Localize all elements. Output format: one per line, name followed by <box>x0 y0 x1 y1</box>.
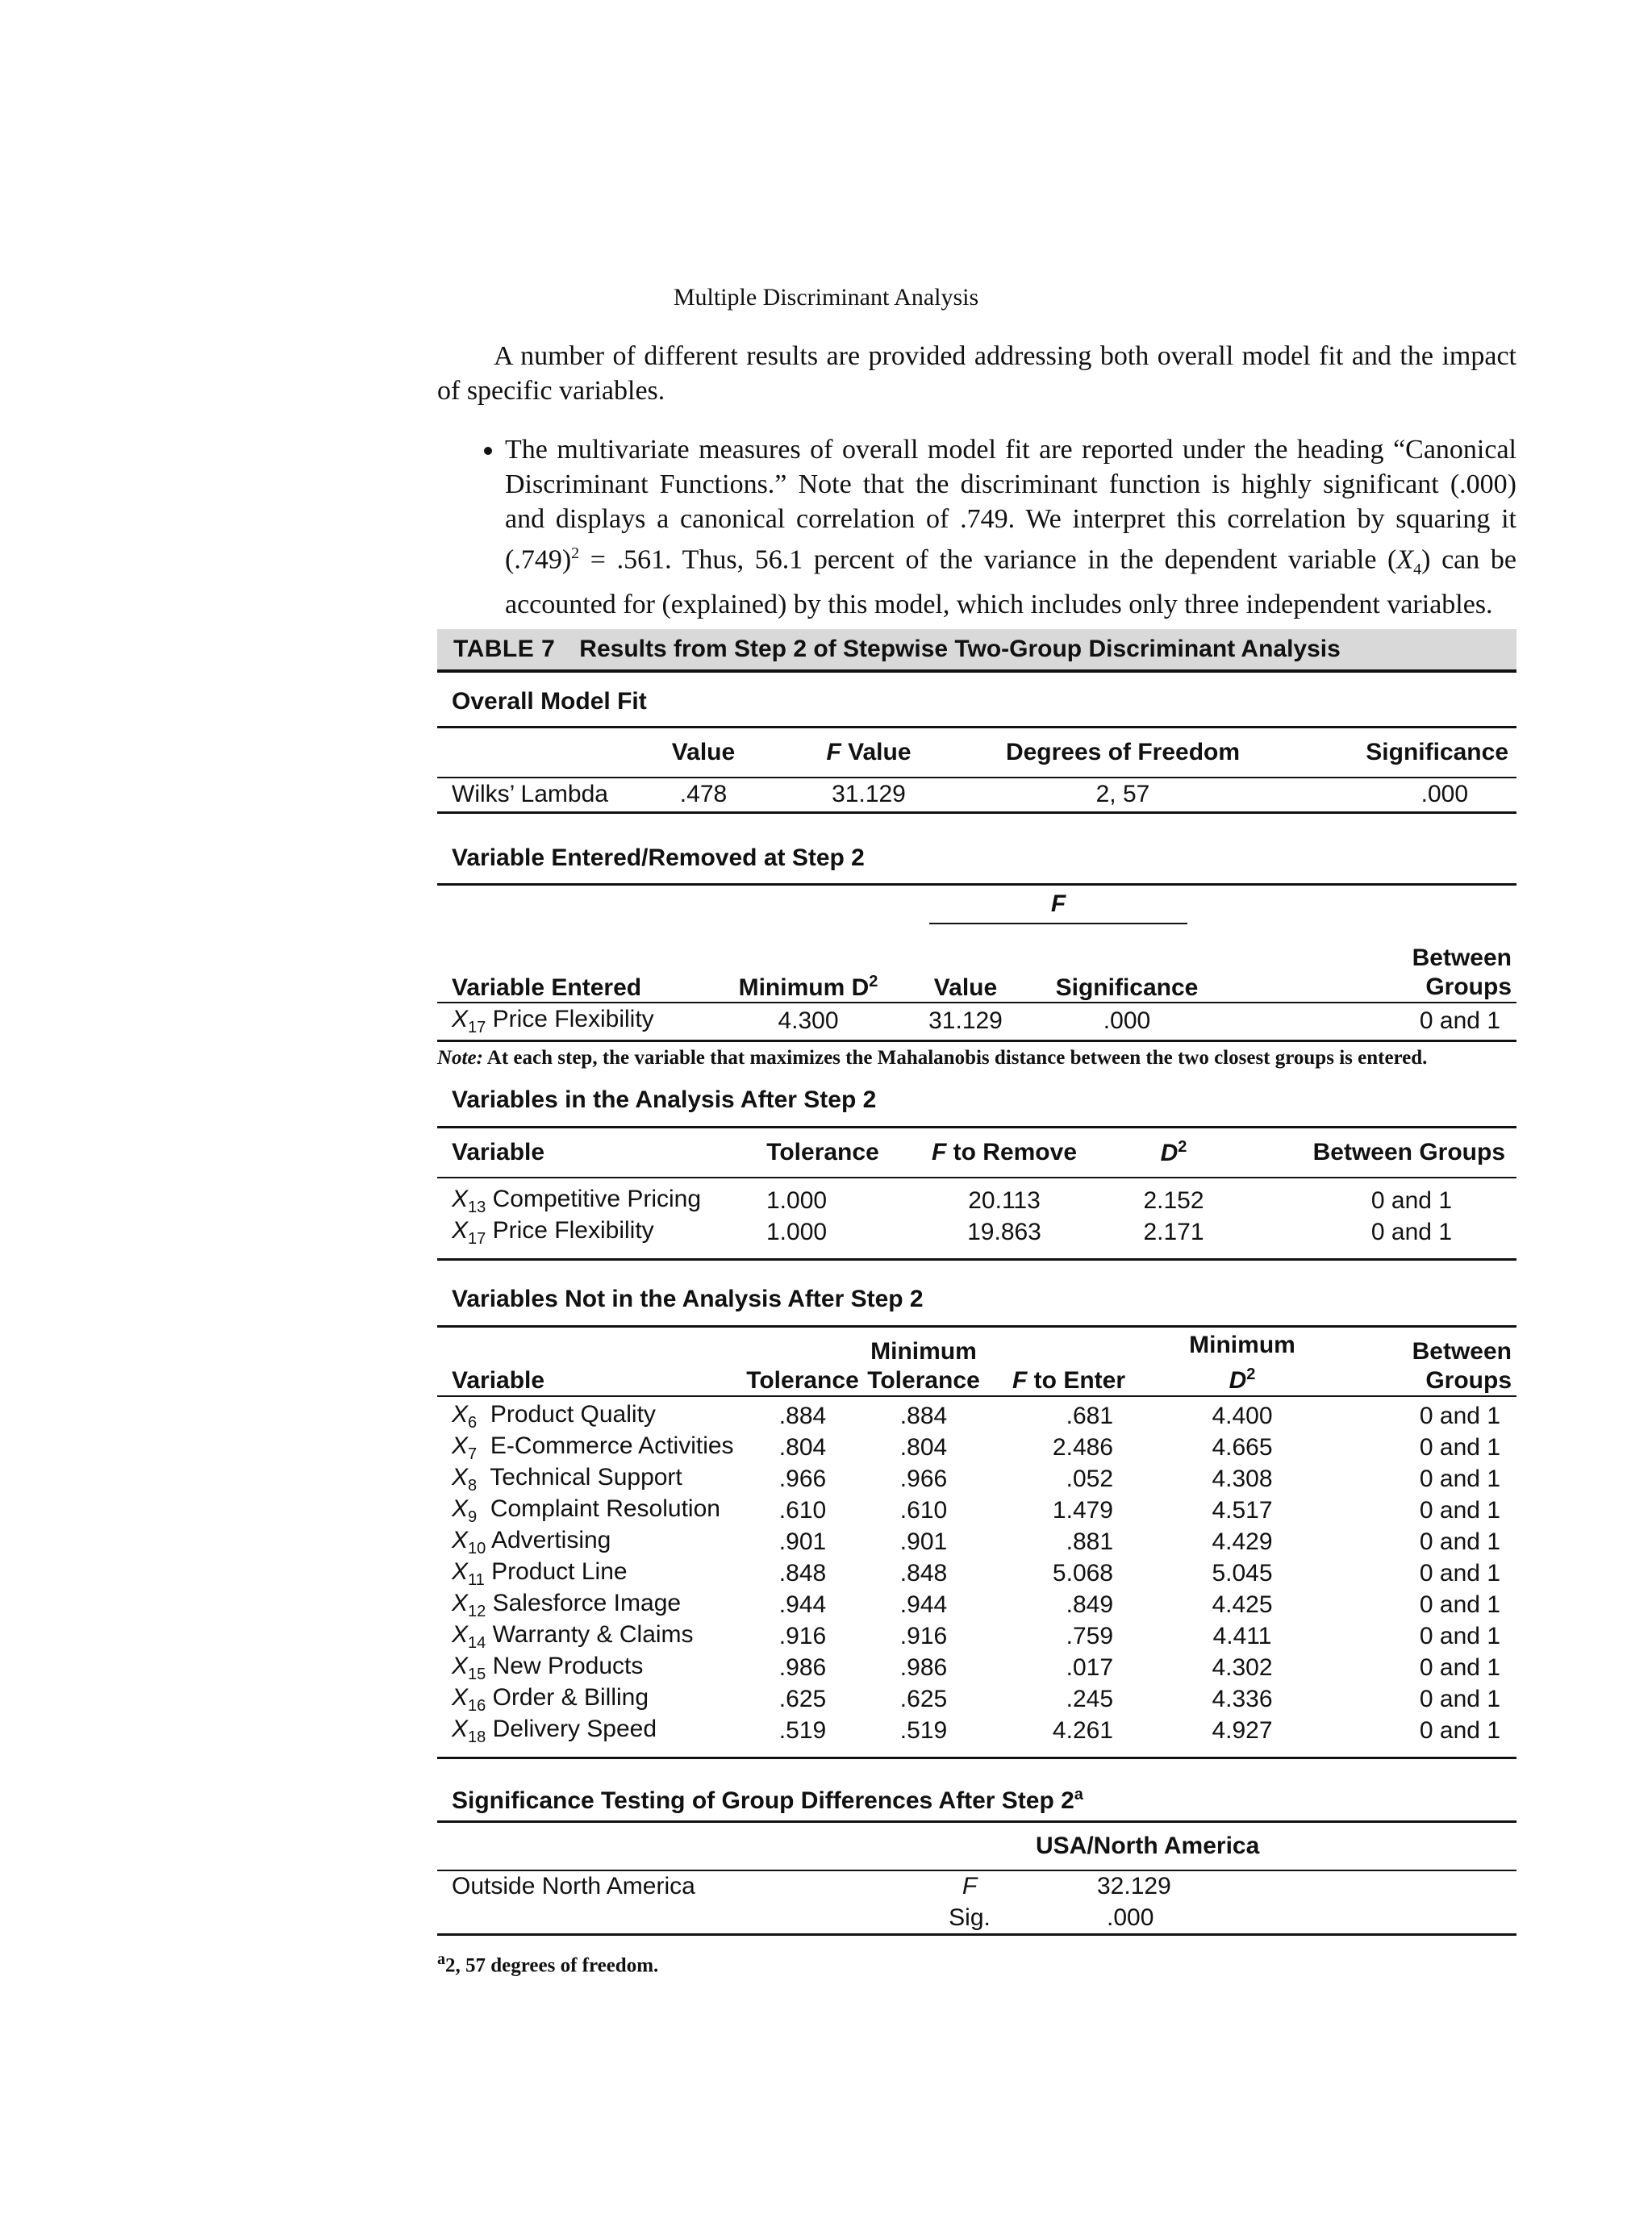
header-sig: Significance <box>1366 738 1508 765</box>
table-row <box>437 1653 1516 1684</box>
cell-min-d2: 4.429 <box>1212 1528 1273 1555</box>
cell-tolerance: 1.000 <box>766 1219 828 1245</box>
cell-variable: $X_8$ Technical Support <box>452 1463 682 1495</box>
cell-sig: .000 <box>1103 1007 1151 1035</box>
cell-variable: $X_6$ Product Quality <box>452 1400 656 1432</box>
cell-between: 0 and 1 <box>1419 1497 1500 1524</box>
table-row <box>437 1558 1516 1590</box>
cell-f-enter: .017 <box>1066 1654 1113 1681</box>
table-note: Note: At each step, the variable that maximizes the Mahalanobis distance between the two closest groups is entered. <box>437 1047 1428 1069</box>
table-number: TABLE 7 <box>453 636 556 662</box>
table-row <box>437 1464 1516 1495</box>
cell-between: 0 and 1 <box>1419 1403 1500 1429</box>
cell-between: 0 and 1 <box>1419 1623 1500 1649</box>
header-f-value: F Value <box>826 738 912 765</box>
row-label: Wilks’ Lambda <box>452 781 608 808</box>
sig-label: Sig. <box>949 1904 991 1931</box>
cell-tolerance: .986 <box>778 1654 827 1681</box>
cell-tolerance: .966 <box>778 1466 827 1492</box>
cell-between: 0 and 1 <box>1370 1187 1452 1214</box>
cell-min-tolerance: .848 <box>899 1560 948 1587</box>
cell-d2: 2.171 <box>1143 1219 1204 1245</box>
cell-tolerance: .804 <box>778 1434 827 1461</box>
cell-min-tolerance: .966 <box>899 1466 948 1492</box>
cell-min-d2: 4.665 <box>1212 1434 1273 1461</box>
cell-variable: $X_{14}$ Warranty & Claims <box>452 1620 694 1652</box>
table-row <box>437 1186 1516 1217</box>
cell-min-d2: 5.045 <box>1212 1560 1273 1587</box>
header-f-enter: F to Enter <box>1012 1366 1125 1394</box>
cell-f-enter: 4.261 <box>1052 1717 1113 1744</box>
cell-tolerance: 1.000 <box>766 1187 828 1214</box>
cell-min-d2: 4.302 <box>1212 1654 1273 1681</box>
bullet-text-2: = .561. Thus, 56.1 percent of the variance in the dependent variable ( <box>579 544 1397 575</box>
f-value: 32.129 <box>1097 1873 1171 1899</box>
table-row <box>437 1716 1516 1747</box>
cell-between: 0 and 1 <box>1419 1717 1500 1744</box>
cell-min-tolerance: .804 <box>899 1434 948 1461</box>
cell-variable: $X_{12}$ Salesforce Image <box>452 1589 682 1620</box>
header-df: Degrees of Freedom <box>1005 738 1241 765</box>
cell-tolerance: .848 <box>778 1560 827 1587</box>
table-row <box>437 1495 1516 1527</box>
cell-min-tolerance: .610 <box>899 1497 948 1524</box>
bullet-text-3: ) can be accounted for (explained) by this model, which includes only three independent variables. <box>505 544 1516 620</box>
bullet-exponent: 2 <box>571 544 580 562</box>
cell-d2: 2.152 <box>1143 1187 1204 1214</box>
cell-between: 0 and 1 <box>1419 1560 1500 1587</box>
cell-min-d2: 4.425 <box>1212 1591 1273 1618</box>
table-7 <box>437 629 1516 1977</box>
cell-variable: $X_{11}$ Product Line <box>452 1557 628 1589</box>
overall-fit-title: Overall Model Fit <box>452 688 647 715</box>
not-in-analysis-body <box>437 1396 1516 1758</box>
group-diff-body <box>437 1870 1516 1935</box>
table-row <box>437 1684 1516 1716</box>
header-min-d2: Minimum $D^2$ <box>738 972 878 1001</box>
cell-tolerance: .916 <box>778 1623 827 1649</box>
cell-min-d2: 4.300 <box>778 1007 839 1035</box>
header-between-groups: Between Groups <box>1412 1337 1512 1394</box>
cell-variable: $X_7$ E-Commerce Activities <box>452 1432 734 1463</box>
cell-between: 0 and 1 <box>1419 1007 1500 1035</box>
cell-between: 0 and 1 <box>1419 1654 1500 1681</box>
cell-f-enter: 5.068 <box>1052 1560 1113 1587</box>
cell-between: 0 and 1 <box>1419 1434 1500 1461</box>
entered-title: Variable Entered/Removed at Step 2 <box>452 844 865 871</box>
not-in-analysis-table <box>437 1325 1516 1759</box>
table-footnote: $^a$2, 57 degrees of freedom. <box>437 1950 659 1977</box>
bullet-list <box>437 432 1516 622</box>
f-spanner: F <box>889 885 1212 930</box>
cell-value: .478 <box>679 781 728 808</box>
header-min-d2: Minimum $D^2$ <box>1189 1331 1295 1394</box>
cell-f-enter: .881 <box>1066 1528 1113 1555</box>
cell-f-remove: 20.113 <box>968 1187 1041 1214</box>
cell-f-remove: 19.863 <box>967 1219 1041 1245</box>
body-text <box>437 339 1516 622</box>
running-head: Multiple Discriminant Analysis <box>673 284 979 311</box>
cell-between: 0 and 1 <box>1419 1686 1500 1712</box>
cell-variable: $X_{10}$ Advertising <box>452 1526 611 1557</box>
header-value: Value <box>671 738 736 765</box>
cell-min-tolerance: .901 <box>899 1528 948 1555</box>
cell-tolerance: .625 <box>778 1686 827 1712</box>
table-row <box>437 1621 1516 1653</box>
cell-df: 2, 57 <box>1095 781 1150 808</box>
cell-min-tolerance: .916 <box>899 1623 948 1649</box>
cell-variable: $X_{18}$ Delivery Speed <box>452 1715 657 1746</box>
cell-tolerance: .901 <box>778 1528 827 1555</box>
cell-min-tolerance: .519 <box>899 1717 948 1744</box>
in-analysis-table <box>437 1126 1516 1261</box>
header-value: Value <box>933 974 998 1001</box>
cell-min-tolerance: .884 <box>899 1403 948 1429</box>
table-row <box>437 1217 1516 1249</box>
header-tolerance: Tolerance <box>766 1138 879 1165</box>
cell-f-enter: .052 <box>1066 1466 1113 1492</box>
entered-table <box>437 883 1516 1042</box>
cell-f-value: 31.129 <box>832 781 906 808</box>
cell-tolerance: .944 <box>778 1591 827 1618</box>
table-row <box>437 1527 1516 1558</box>
cell-between: 0 and 1 <box>1419 1591 1500 1618</box>
table-row <box>437 1003 1516 1041</box>
cell-min-d2: 4.400 <box>1212 1403 1273 1429</box>
cell-variable: $X_9$ Complaint Resolution <box>452 1495 720 1526</box>
intro-paragraph: A number of different results are provided addressing both overall model fit and the impact of specific variables. <box>437 341 1516 406</box>
in-analysis-title: Variables in the Analysis After Step 2 <box>452 1086 877 1113</box>
cell-variable: $X_{17}$ Price Flexibility <box>452 1005 654 1036</box>
group-diff-title: Significance Testing of Group Differences After Step 2$^a$ <box>452 1786 1083 1814</box>
table-row <box>437 1590 1516 1621</box>
cell-min-tolerance: .625 <box>899 1686 948 1712</box>
cell-min-d2: 4.517 <box>1212 1497 1273 1524</box>
header-between-groups: Between Groups <box>1412 944 1512 1000</box>
group-diff-table <box>437 1820 1516 1936</box>
cell-min-d2: 4.411 <box>1212 1623 1272 1649</box>
cell-value: 31.129 <box>928 1007 1003 1035</box>
table-title: Results from Step 2 of Stepwise Two-Group Discriminant Analysis <box>579 636 1341 662</box>
in-analysis-body <box>437 1178 1516 1260</box>
f-label: F <box>962 1873 978 1899</box>
header-f-remove: F to Remove <box>931 1138 1078 1165</box>
table-caption <box>437 629 1516 673</box>
cell-variable: $X_{15}$ New Products <box>452 1652 644 1683</box>
not-in-analysis-title: Variables Not in the Analysis After Step 2 <box>452 1286 924 1312</box>
cell-tolerance: .519 <box>778 1717 827 1744</box>
cell-variable: $X_{17}$ Price Flexibility <box>452 1216 654 1248</box>
cell-tolerance: .884 <box>778 1403 827 1429</box>
cell-variable: $X_{16}$ Order & Billing <box>452 1683 649 1715</box>
header-d2: $D^2$ <box>1160 1137 1187 1166</box>
cell-f-enter: .681 <box>1066 1403 1113 1429</box>
table-row <box>437 1903 1516 1935</box>
table-row <box>437 778 1516 813</box>
cell-f-enter: 2.486 <box>1052 1434 1113 1461</box>
header-variable: Variable <box>452 1138 545 1165</box>
table-row <box>437 1401 1516 1432</box>
bullet-var: X <box>1396 544 1414 575</box>
header-between-groups: Between Groups <box>1312 1138 1505 1165</box>
cell-f-enter: .245 <box>1066 1686 1113 1712</box>
bullet-var-sub: 4 <box>1413 561 1422 579</box>
sig-value: .000 <box>1107 1904 1154 1931</box>
cell-min-d2: 4.336 <box>1212 1686 1273 1712</box>
header-usa-north-america: USA/North America <box>1036 1832 1260 1859</box>
row-label: Outside North America <box>452 1873 695 1899</box>
cell-between: 0 and 1 <box>1419 1466 1500 1492</box>
cell-f-enter: .849 <box>1066 1591 1113 1618</box>
overall-fit-table <box>437 726 1516 814</box>
cell-tolerance: .610 <box>778 1497 827 1524</box>
header-variable: Variable <box>452 1366 545 1394</box>
table-row <box>437 1870 1516 1903</box>
cell-min-tolerance: .944 <box>899 1591 948 1618</box>
cell-f-enter: .759 <box>1066 1623 1113 1649</box>
cell-between: 0 and 1 <box>1419 1528 1500 1555</box>
header-sig: Significance <box>1055 974 1199 1001</box>
bullet-item <box>505 432 1516 622</box>
cell-variable: $X_{13}$ Competitive Pricing <box>452 1185 702 1216</box>
cell-sig: .000 <box>1420 781 1468 808</box>
cell-min-d2: 4.927 <box>1212 1717 1273 1744</box>
header-tolerance: Tolerance <box>746 1366 859 1394</box>
header-variable-entered: Variable Entered <box>452 974 642 1001</box>
cell-min-tolerance: .986 <box>899 1654 948 1681</box>
cell-between: 0 and 1 <box>1370 1219 1452 1245</box>
cell-f-enter: 1.479 <box>1052 1497 1113 1524</box>
header-min-tolerance: Minimum Tolerance <box>867 1337 980 1394</box>
cell-min-d2: 4.308 <box>1212 1466 1273 1492</box>
table-row <box>437 1432 1516 1464</box>
bullet-text-1: The multivariate measures of overall model fit are reported under the heading “Canonical Discriminant Functions.” Note that the discriminant function is highly significant (.000) and displays a canonical correlation of .749. We interpret this correlation by squaring it (.749) <box>505 435 1516 575</box>
